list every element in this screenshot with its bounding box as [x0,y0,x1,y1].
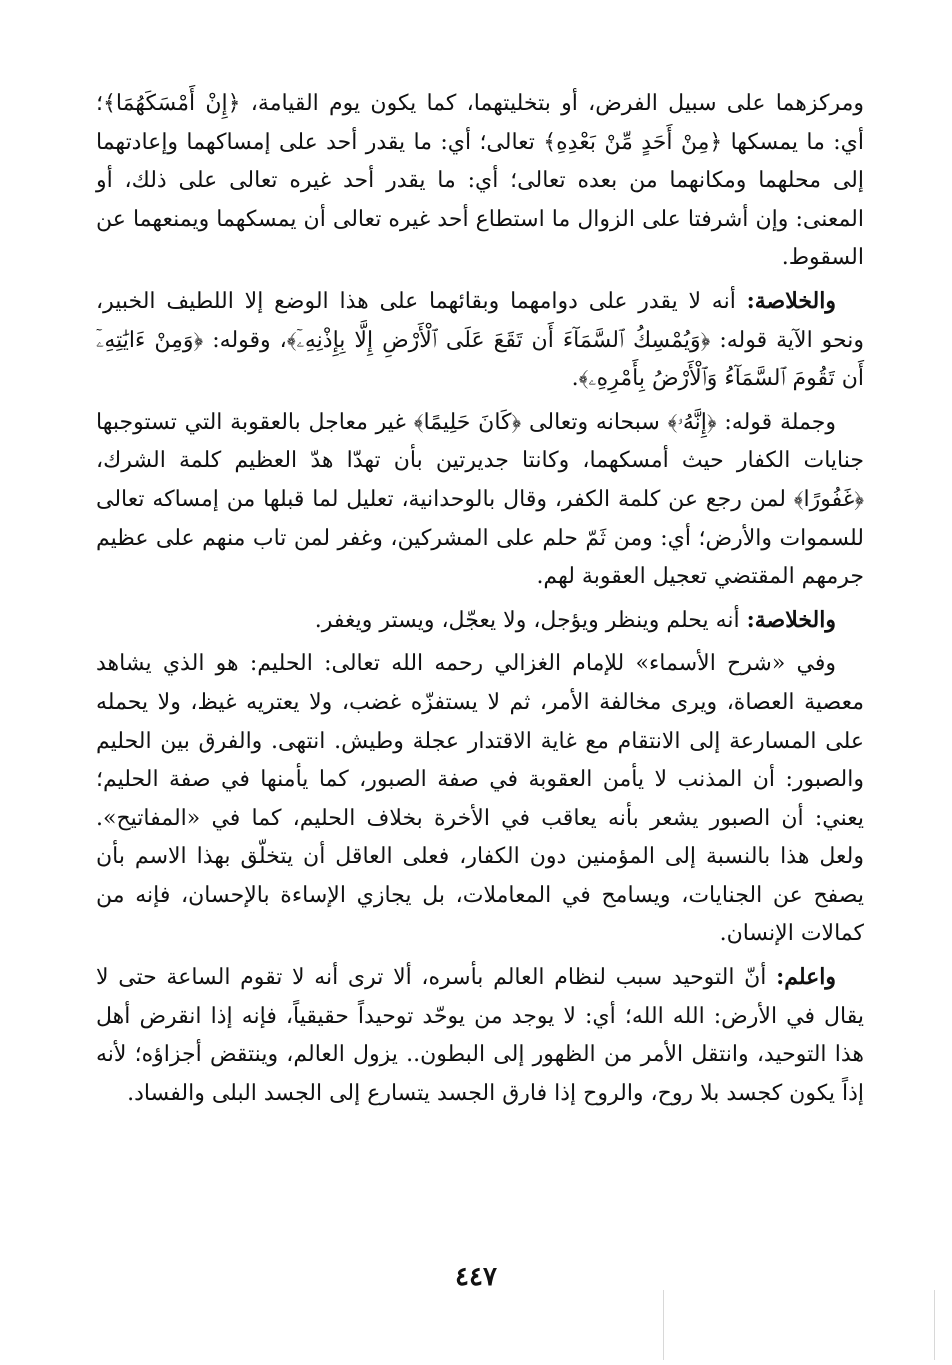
scan-edge-line [663,1290,664,1360]
scan-edge-line [934,1290,935,1360]
paragraph-1-text: ومركزهما على سبيل الفرض، أو بتخليتهما، كما يكون يوم القيامة، ﴿إِنْ أَمْسَكَهُمَا﴾؛ أي: ما يمسكها ﴿مِنْ أَحَدٍ مِّنْ بَعْدِهِ﴾ تعالى؛ أي: ما يقدر أحد على إمساكهما وإعادتهما إلى محلهما ومكانهما من بعده تعالى؛ أي: ما يقدر أحد غيره تعالى على ذلك، أو المعنى: وإن أشرفتا على الزوال ما استطاع أحد غيره تعالى أن يمسكهما ويمنعهما عن السقوط. [96,91,864,271]
paragraph-1 [96,84,864,278]
paragraph-6-lead: واعلم: [776,964,836,991]
paragraph-4-lead: والخلاصة: [746,606,836,633]
paragraph-2 [96,282,864,399]
paragraph-2-text: أنه لا يقدر على دوامهما وبقائهما على هذا الوضع إلا اللطيف الخبير، ونحو الآية قوله: ﴿وَيُمْسِكُ ٱلسَّمَآءَ أَن تَقَعَ عَلَى ٱلْأَرْضِ إِلَّا بِإِذْنِهِۦٓ﴾، وقوله: ﴿وَمِنْ ءَايَٰتِهِۦٓ أَن تَقُومَ ٱلسَّمَآءُ وَٱلْأَرْضُ بِأَمْرِهِۦ﴾. [96,288,864,392]
paragraph-2-lead: والخلاصة: [746,287,836,314]
paragraph-3-text: وجملة قوله: ﴿إِنَّهُۥ﴾ سبحانه وتعالى ﴿كَانَ حَلِيمًا﴾ غير معاجل بالعقوبة التي تستوجبها جنايات الكفار حيث أمسكهما، وكانتا جديرتين بأن تهدّا هدّ العظيم كلمة الشرك، ﴿غَفُورًا﴾ لمن رجع عن كلمة الكفر، وقال بالوحدانية، تعليل لما قبلها من إمساكه تعالى للسموات والأرض؛ أي: ومن ثَمّ حلم على المشركين، وغفر لمن تاب منهم على عظيم جرمهم المقتضي تعجيل العقوبة لهم. [96,409,864,590]
paragraph-3 [96,403,864,597]
paragraph-4 [96,601,864,641]
paragraph-4-text: أنه يحلم وينظر ويؤجل، ولا يعجّل، ويستر ويغفر. [314,607,747,633]
paragraph-6-text: أنّ التوحيد سبب لنظام العالم بأسره، ألا ترى أنه لا تقوم الساعة حتى لا يقال في الأرض: الله الله؛ أي: لا يوجد من يوحّد توحيداً حقيقياً، فإنه إذا انقرض أهل هذا التوحيد، وانتقل الأمر من الظهور إلى البطون.. يزول العالم، وينتقض أجزاؤه؛ لأنه إذاً يكون كجسد بلا روح، والروح إذا فارق الجسد يتسارع إلى الجسد البلى والفساد. [96,965,864,1106]
paragraph-5-text: وفي «شرح الأسماء» للإمام الغزالي رحمه الله تعالى: الحليم: هو الذي يشاهد معصية العصاة، ويرى مخالفة الأمر، ثم لا يستفزّه غضب، ولا يعتريه غيظ، ولا يحمله على المسارعة إلى الانتقام مع غاية الاقتدار عجلة وطيش. انتهى. والفرق بين الحليم والصبور: أن المذنب لا يأمن العقوبة في صفة الصبور، كما يأمنها في صفة الحليم؛ يعني: أن الصبور يشعر بأنه يعاقب في الأخرة بخلاف الحليم، كما في «المفاتيح». ولعل هذا بالنسبة إلى المؤمنين دون الكفار، فعلى العاقل أن يتخلّق بهذا الاسم بأن يصفح عن الجنايات، ويسامح في المعاملات، بل يجازي الإساءة بالإحسان، فإنه من كمالات الإنسان. [96,651,864,947]
paragraph-5 [96,644,864,954]
paragraph-6 [96,958,864,1113]
body-text [96,84,864,1117]
page-number: ٤٤٧ [455,1262,497,1292]
